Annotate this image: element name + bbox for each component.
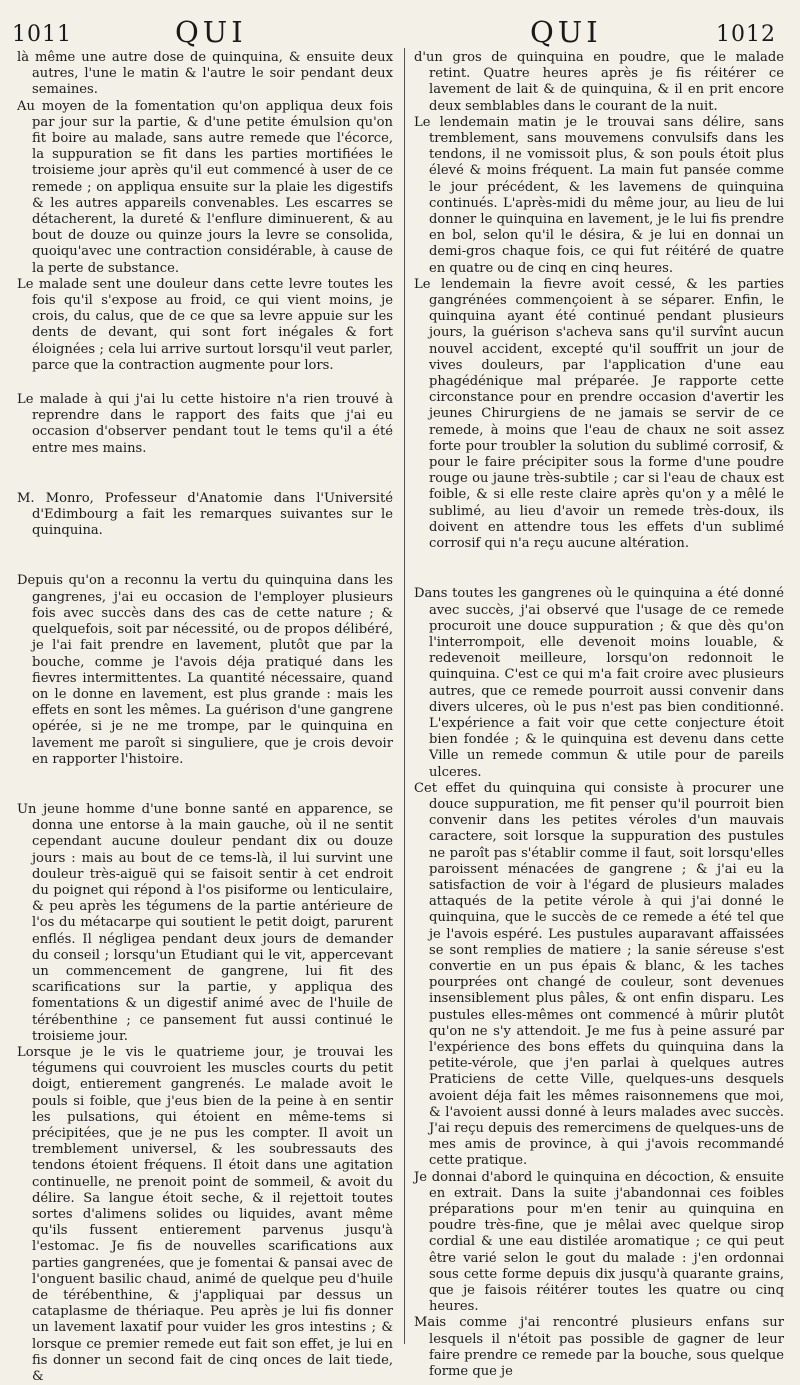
paragraph: Le lendemain matin je le trouvai sans délire, sans tremblement, sans mouvemens convulsifs dans les tendons, il ne vomissoit plus, & son pouls étoit plus élevé & moins fréquent. La main fut pansée comme le jour précédent, & les lavemens de quinquina continués. L'après-midi du même jour, au lieu de lui donner le quinquina en lavement, je le lui fis prendre en bol, selon qu'il le désira, & je lui en donnai un demi-gros chaque fois, ce qui fut réitéré de quatre en quatre ou de cinq en cinq heures. — [414, 114, 784, 276]
left-column — [17, 50, 393, 1385]
paragraph: là même une autre dose de quinquina, & ensuite deux autres, l'une le matin & l'autre le soir pendant deux semaines. — [17, 50, 393, 98]
paragraph: M. Monro, Professeur d'Anatomie dans l'Université d'Edimbourg a fait les remarques suivantes sur le quinquina. — [17, 490, 393, 539]
paragraph: Mais comme j'ai rencontré plusieurs enfans sur lesquels il n'étoit pas possible de gagner de leur faire prendre ce remede par la bouche, sous quelque forme que je — [414, 1315, 784, 1380]
paragraph: d'un gros de quinquina en poudre, que le malade retint. Quatre heures après je fis réitérer ce lavement de lait & de quinquina, & il en prit encore deux semblables dans le courant de la nuit. — [414, 50, 784, 114]
right-column — [414, 50, 784, 1380]
paragraph: Le lendemain la fievre avoit cessé, & les parties gangrénées commençoient à se séparer. Enfin, le quinquina ayant été continué pendant plusieurs jours, la guérison s'acheva sans qu'il survînt aucun nouvel accident, excepté qu'il souffrit un jour de vives douleurs, par l'application d'une eau phagédénique mal préparée. Je rapporte cette circonstance pour en prendre occasion d'avertir les jeunes Chirurgiens de ne jamais se servir de ce remede, à moins que l'eau de chaux ne soit assez forte pour troubler la solution du sublimé corrosif, & pour le faire précipiter sous la forme d'une poudre rouge ou jaune très-subtile ; car si l'eau de chaux est foible, & si elle reste claire après qu'on y a mêlé le sublimé, au lieu d'avoir un remede très-doux, ils doivent en attendre tous les effets d'un sublimé corrosif qui n'a reçu aucune altération. — [414, 276, 784, 552]
left-page-number: 1011 — [12, 22, 72, 47]
right-running-head: QUI — [530, 15, 602, 49]
paragraph: Depuis qu'on a reconnu la vertu du quinquina dans les gangrenes, j'ai eu occasion de l'employer plusieurs fois avec succès dans des cas de cette nature ; & quelquefois, soit par nécessité, ou de propos délibéré, je l'ai fait prendre en lavement, plutôt que par la bouche, comme je l'avois déja pratiqué dans les fievres intermittentes. La quantité nécessaire, quand on le donne en lavement, est plus grande : mais les effets en sont les mêmes. La guérison d'une gangrene opérée, si je ne me trompe, par le quinquina en lavement me paroît si singuliere, que je crois devoir en rapporter l'histoire. — [17, 573, 393, 767]
paragraph: Au moyen de la fomentation qu'on appliqua deux fois par jour sur la partie, & d'une petite émulsion qu'on fit boire au malade, sans autre remede que l'écorce, la suppuration se fit dans les parties mortifiées le troisieme jour après qu'il eut commencé à user de ce remede ; on appliqua ensuite sur la plaie les digestifs & les autres appareils convenables. Les escarres se détacherent, la dureté & l'enflure diminuerent, & au bout de douze ou quinze jours la levre se consolida, quoiqu'avec une contraction considérable, à cause de la perte de substance. — [17, 98, 393, 276]
right-page-number: 1012 — [716, 22, 776, 47]
paragraph: Le malade à qui j'ai lu cette histoire n'a rien trouvé à reprendre dans le rapport des faits que j'ai eu occasion d'observer pendant tout le tems qu'il a été entre mes mains. — [17, 392, 393, 456]
left-running-head: QUI — [175, 15, 247, 49]
paragraph: Le malade sent une douleur dans cette levre toutes les fois qu'il s'expose au froid, ce qui vient moins, je crois, du calus, que de ce que sa levre appuie sur les dents de devant, qui sont fort inégales & fort éloignées ; cela lui arrive surtout lorsqu'il veut parler, parce que la contraction augmente pour lors. — [17, 276, 393, 373]
paragraph: Je donnai d'abord le quinquina en décoction, & ensuite en extrait. Dans la suite j'abandonnai ces foibles préparations pour m'en tenir au quinquina en poudre très-fine, que je mêlai avec quelque sirop cordial & une eau distilée aromatique ; ce qui peut être varié selon le gout du malade : j'en ordonnai sous cette forme depuis dix jusqu'à quarante grains, que je faisois réitérer toutes les quatre ou cinq heures. — [414, 1169, 784, 1315]
paragraph: Dans toutes les gangrenes où le quinquina a été donné avec succès, j'ai observé que l'usage de ce remede procuroit une douce suppuration ; & que dès qu'on l'interrompoit, elle devenoit moins louable, & redevenoit meilleure, lorsqu'on redonnoit le quinquina. C'est ce qui m'a fait croire avec plusieurs autres, que ce remede pourroit aussi convenir dans divers ulceres, où le pus n'est pas bien conditionné. L'expérience a fait voir que cette conjecture étoit bien fondée ; & le quinquina est devenu dans cette Ville un remede commun & utile pour de pareils ulceres. — [414, 586, 784, 780]
paragraph: Un jeune homme d'une bonne santé en apparence, se donna une entorse à la main gauche, où il ne sentit cependant aucune douleur pendant dix ou douze jours : mais au bout de ce tems-là, il lui survint une douleur très-aiguë qui se faisoit sentir à cet endroit du poignet qui répond à l'os pisiforme ou lenticulaire, & peu après les tégumens de la partie antérieure de l'os du métacarpe qui soutient le petit doigt, parurent enflés. Il négligea pendant deux jours de demander du conseil ; lorsqu'un Etudiant qui le vit, appercevant un commencement de gangrene, lui fit des scarifications sur la partie, y appliqua des fomentations & un digestif animé avec de l'huile de térébenthine ; ce pansement fut aussi continué le troisieme jour. — [17, 801, 393, 1044]
column-divider — [404, 48, 405, 1344]
paragraph: Cet effet du quinquina qui consiste à procurer une douce suppuration, me fit penser qu'il pourroit bien convenir dans les petites véroles d'un mauvais caractere, soit lorsque la suppuration des pustules ne paroît pas s'établir comme il faut, soit lorsqu'elles paroissent ménacées de gangrene ; & j'ai eu la satisfaction de voir à l'égard de plusieurs malades attaqués de la petite vérole à qui j'ai donné le quinquina, que le succès de ce remede a été tel que je l'avois espéré. Les pustules auparavant affaissées se sont remplies de matiere ; la sanie séreuse s'est convertie en un pus épais & blanc, & les taches pourprées ont changé de couleur, sont devenues insensiblement plus pâles, & ont enfin disparu. Les pustules elles-mêmes ont commencé à mûrir plutôt qu'on ne s'y attendoit. Je me fus à peine assuré par l'expérience des bons effets du quinquina dans la petite-vérole, que j'en parlai à quelques autres Praticiens de cette Ville, quelques-uns desquels avoient déja fait les mêmes raisonnemens que moi, & l'avoient aussi donné à leurs malades avec succès. J'ai reçu depuis des remercimens de quelques-uns de mes amis de province, à qui j'avois recommandé cette pratique. — [414, 780, 784, 1169]
paragraph: Lorsque je le vis le quatrieme jour, je trouvai les tégumens qui couvroient les muscles courts du petit doigt, entierement gangrenés. Le malade avoit le pouls si foible, que j'eus bien de la peine à en sentir les pulsations, qui étoient en même-tems si précipitées, que je ne pus les compter. Il avoit un tremblement universel, & les soubressauts des tendons étoient fréquens. Il étoit dans une agitation continuelle, ne prenoit point de sommeil, & avoit du délire. Sa langue étoit seche, & il rejettoit toutes sortes d'alimens solides ou liquides, avant même qu'ils fussent entierement parvenus jusqu'à l'estomac. Je fis de nouvelles scarifications aux parties gangrenées, que je fomentai & pansai avec de l'onguent basilic chaud, animé de quelque peu d'huile de térébenthine, & j'appliquai par dessus un cataplasme de thériaque. Peu après je lui fis donner un lavement laxatif pour vuider les gros intestins ; & lorsque ce premier remede eut fait son effet, je lui en fis donner un second fait de cinq onces de lait tiede, & — [17, 1044, 393, 1385]
